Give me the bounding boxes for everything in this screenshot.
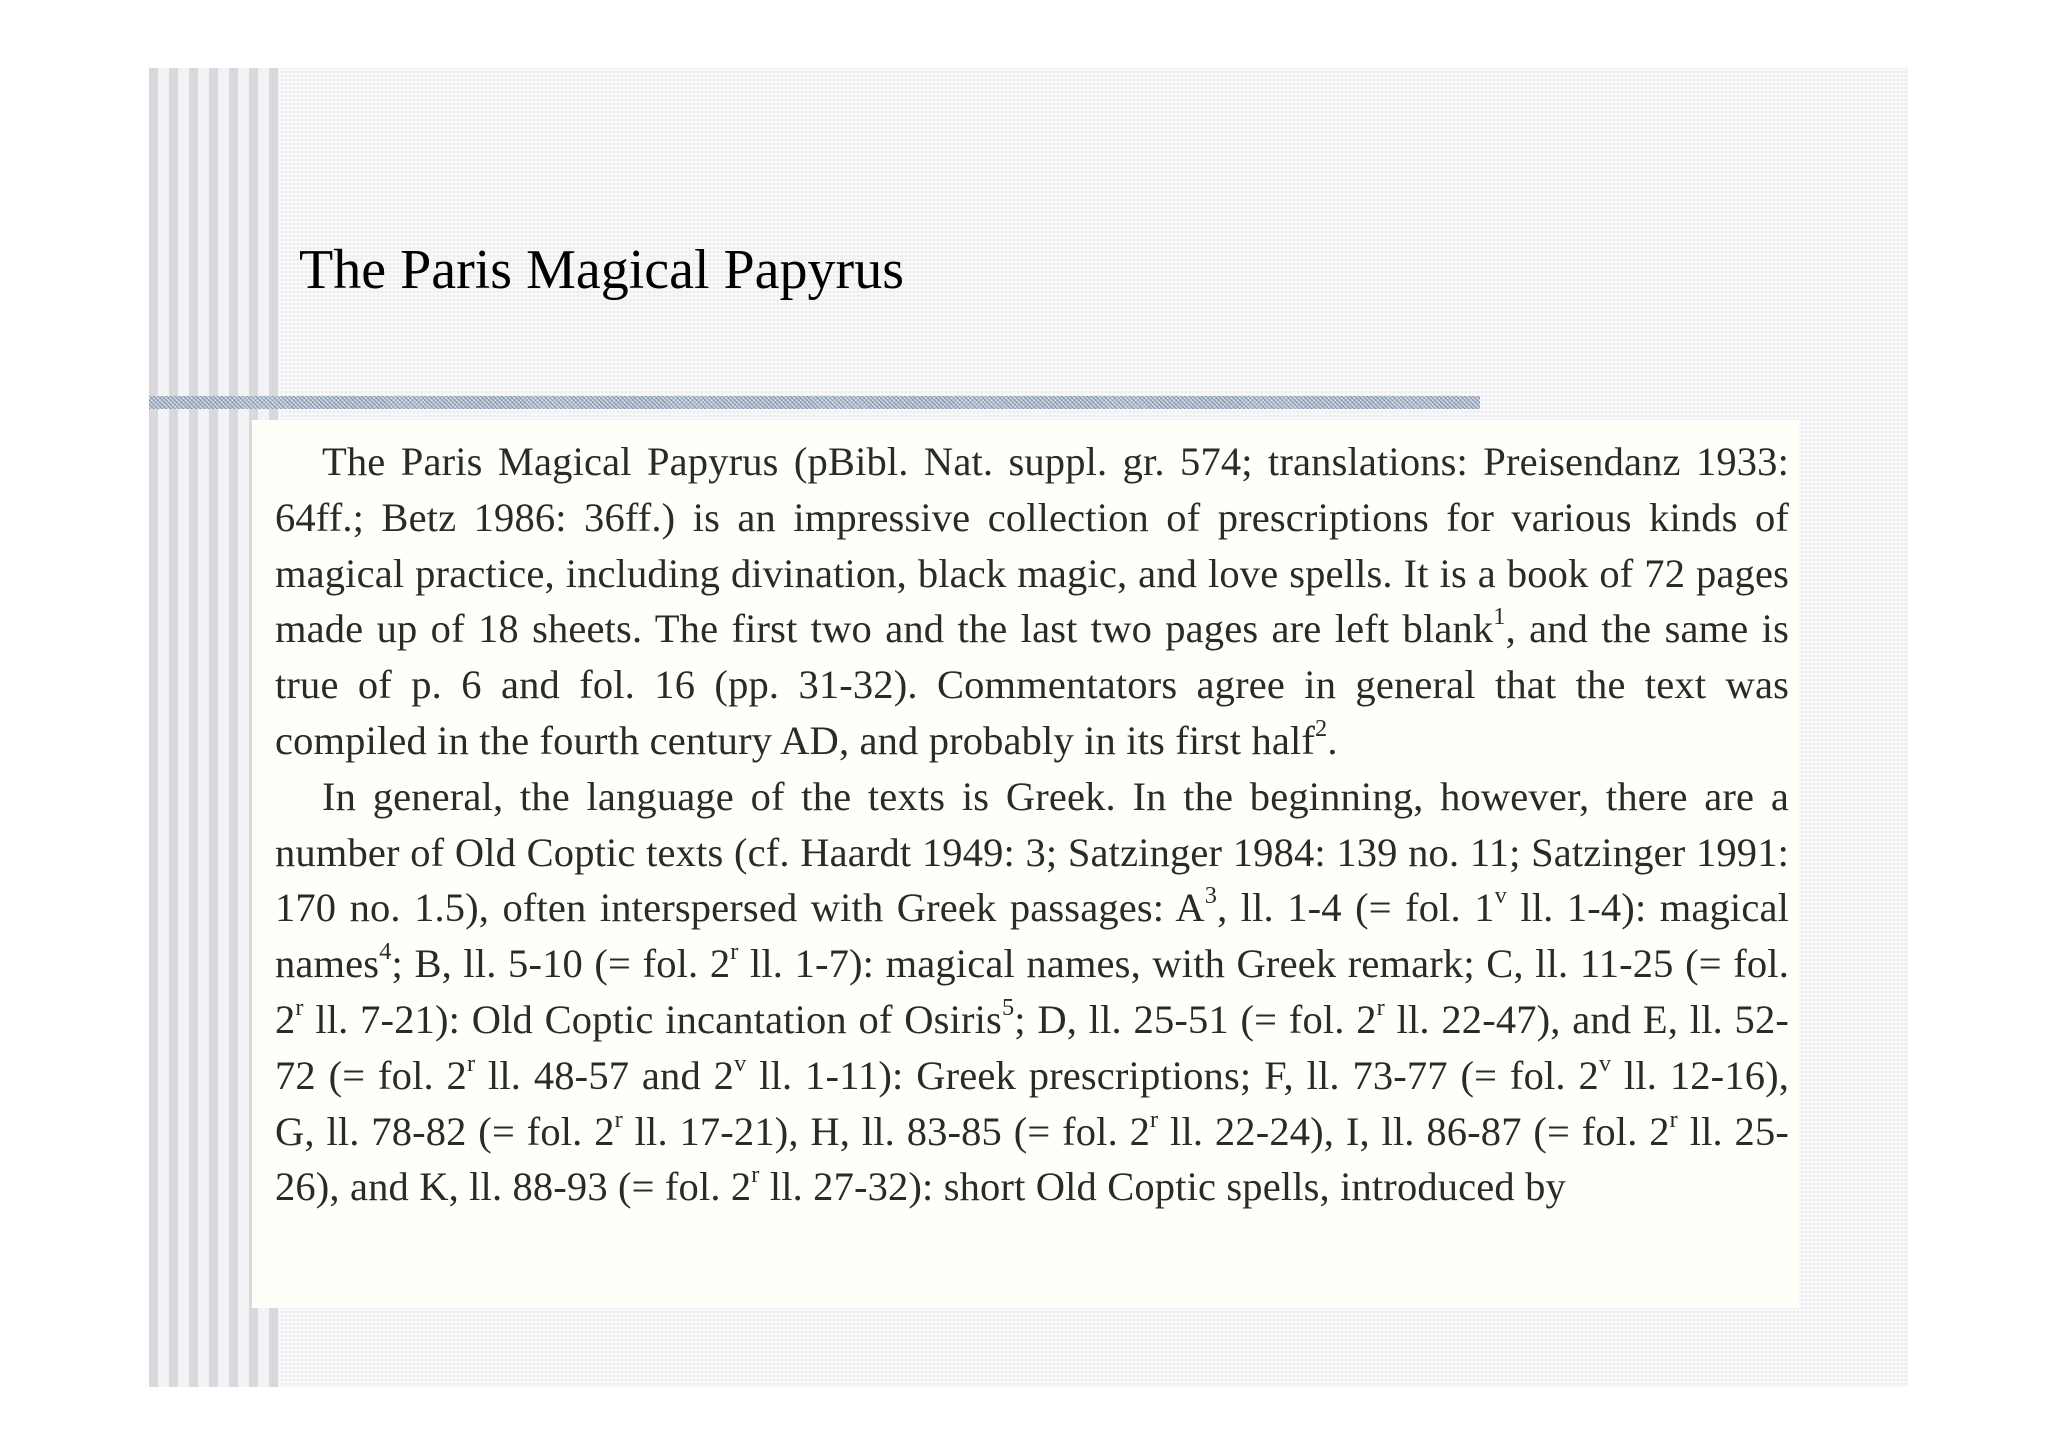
footnote-marker: 4 [379, 937, 392, 965]
text-run: In general, the language of the texts is Greek. In the beginning, however, there are a number of Old Coptic texts (cf. Haardt 1949: 3; Satzinger 1984: 139 no. 11; Satzinger 1991: 170 no. 1.5), often interspersed with Greek passages: A [275, 773, 1789, 931]
footnote-marker: r [614, 1105, 623, 1133]
paragraph-1 [275, 434, 1789, 769]
text-run: ; D, ll. 25-51 (= fol. 2 [1014, 996, 1377, 1042]
text-run: ; B, ll. 5-10 (= fol. 2 [391, 941, 731, 987]
footnote-marker: r [751, 1161, 760, 1189]
paragraph-2 [275, 769, 1789, 1215]
footnote-marker: 5 [1001, 993, 1015, 1021]
title-divider [149, 396, 1480, 409]
scanned-text-excerpt [252, 420, 1799, 1308]
footnote-marker: r [1150, 1105, 1159, 1133]
text-run: ll. 22-24), I, ll. 86-87 (= fol. 2 [1158, 1108, 1670, 1154]
text-run: , ll. 1-4 (= fol. 1 [1217, 885, 1495, 931]
text-run: ll. 1-11): Greek prescriptions; F, ll. 73-77 (= fol. 2 [746, 1052, 1599, 1098]
text-run: ll. 1-7): magical names, with Greek remark; C, ll. 11-25 (= fol. 2 [275, 941, 1789, 1042]
footnote-marker: v [1598, 1049, 1612, 1077]
text-run: ll. 12-16), G, ll. 78-82 (= fol. 2 [275, 1052, 1790, 1154]
footnote-marker: v [734, 1049, 747, 1077]
footnote-marker: 3 [1204, 882, 1218, 910]
text-run: ll. 1-4): magical names [275, 885, 1789, 987]
text-run: ll. 48-57 and 2 [475, 1052, 735, 1098]
footnote-marker: r [730, 937, 739, 965]
footnote-marker: r [1376, 993, 1385, 1021]
text-run: ll. 22-47), and E, ll. 52-72 (= fol. 2 [275, 996, 1789, 1098]
text-run: ll. 25-26), and K, ll. 88-93 (= fol. 2 [275, 1108, 1789, 1210]
text-run: , and the same is true of p. 6 and fol. 16 (pp. 31-32). Commentators agree in general that the text was compiled in the fourth century AD, and probably in its first half [275, 606, 1789, 763]
footnote-marker: v [1494, 882, 1507, 910]
footnote-marker: r [295, 993, 304, 1021]
slide [149, 68, 1908, 1387]
text-run: The Paris Magical Papyrus (pBibl. Nat. suppl. gr. 574; translations: Preisendanz 1933: 64ff.; Betz 1986: 36ff.) is an impressive collection of prescriptions for various kinds of magical practice, including divination, black magic, and love spells. It is a book of 72 pages made up of 18 sheets. The first two and the last two pages are left blank [275, 439, 1789, 652]
footnote-marker: r [1669, 1105, 1678, 1133]
text-run: ll. 27-32): short Old Coptic spells, introduced by [759, 1164, 1566, 1210]
footnote-marker: r [466, 1049, 476, 1077]
text-run: . [1327, 717, 1338, 763]
text-run: ll. 7-21): Old Coptic incantation of Osiris [303, 996, 1002, 1042]
text-run: ll. 17-21), H, ll. 83-85 (= fol. 2 [622, 1108, 1151, 1154]
footnote-marker: 1 [1493, 603, 1506, 631]
slide-title: The Paris Magical Papyrus [299, 239, 904, 301]
footnote-marker: 2 [1315, 714, 1328, 742]
